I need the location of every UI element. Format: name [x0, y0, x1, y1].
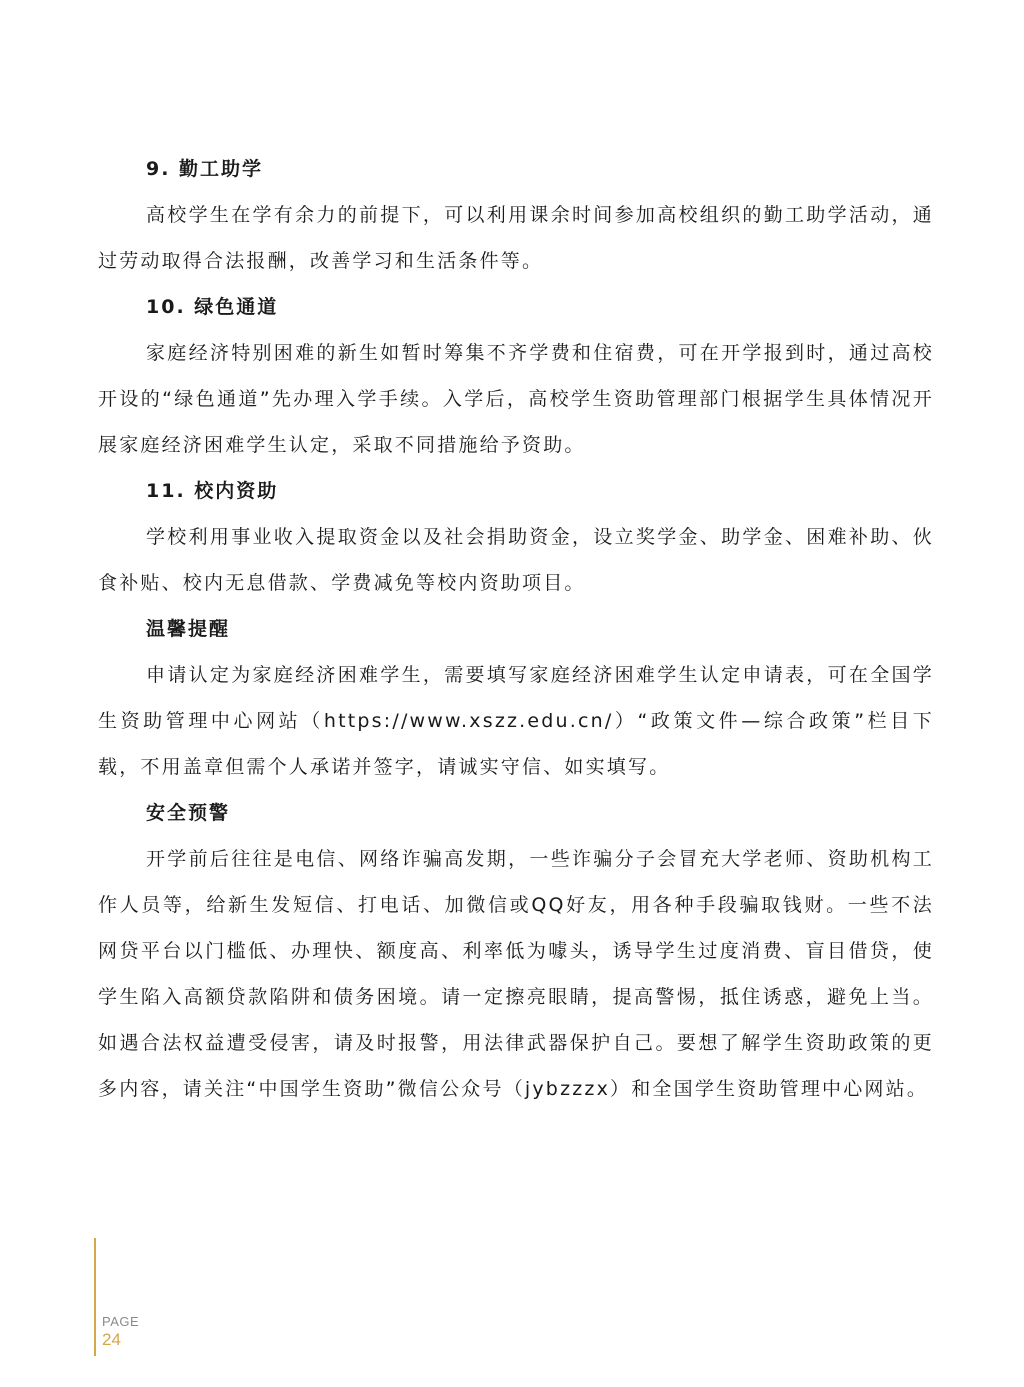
section-friendly-reminder: [98, 606, 934, 790]
section-green-channel: [98, 284, 934, 468]
section-heading: 11. 校内资助: [146, 480, 279, 502]
section-paragraph: 开学前后往往是电信、网络诈骗高发期，一些诈骗分子会冒充大学老师、资助机构工作人员等，给新生发短信、打电话、加微信或QQ好友，用各种手段骗取钱财。一些不法网贷平台以门槛低、办理快、额度高、利率低为噱头，诱导学生过度消费、盲目借贷，使学生陷入高额贷款陷阱和债务困境。请一定擦亮眼睛，提高警惕，抵住诱惑，避免上当。如遇合法权益遭受侵害，请及时报警，用法律武器保护自己。要想了解学生资助政策的更多内容，请关注“中国学生资助”微信公众号（jybzzzx）和全国学生资助管理中心网站。: [98, 848, 934, 1100]
document-body: [98, 146, 934, 1112]
section-campus-aid: [98, 468, 934, 606]
section-paragraph: 家庭经济特别困难的新生如暂时筹集不齐学费和住宿费，可在开学报到时，通过高校开设的“绿色通道”先办理入学手续。入学后，高校学生资助管理部门根据学生具体情况开展家庭经济困难学生认定，采取不同措施给予资助。: [98, 342, 934, 456]
page-label: PAGE: [102, 1314, 140, 1329]
section-safety-warning: [98, 790, 934, 1112]
page-footer: [94, 1238, 154, 1356]
section-heading: 安全预警: [146, 802, 231, 824]
section-paragraph: 高校学生在学有余力的前提下，可以利用课余时间参加高校组织的勤工助学活动，通过劳动取得合法报酬，改善学习和生活条件等。: [98, 204, 934, 272]
page-number: 24: [102, 1330, 121, 1349]
section-work-study: [98, 146, 934, 284]
footer-accent-rule: [94, 1238, 96, 1356]
section-paragraph: 学校利用事业收入提取资金以及社会捐助资金，设立奖学金、助学金、困难补助、伙食补贴、校内无息借款、学费减免等校内资助项目。: [98, 526, 934, 594]
section-heading: 10. 绿色通道: [146, 296, 279, 318]
section-heading: 温馨提醒: [146, 618, 231, 640]
section-heading: 9. 勤工助学: [146, 158, 264, 180]
section-paragraph: 申请认定为家庭经济困难学生，需要填写家庭经济困难学生认定申请表，可在全国学生资助管理中心网站（https://www.xszz.edu.cn/）“政策文件—综合政策”栏目下载，不用盖章但需个人承诺并签字，请诚实守信、如实填写。: [98, 664, 934, 778]
